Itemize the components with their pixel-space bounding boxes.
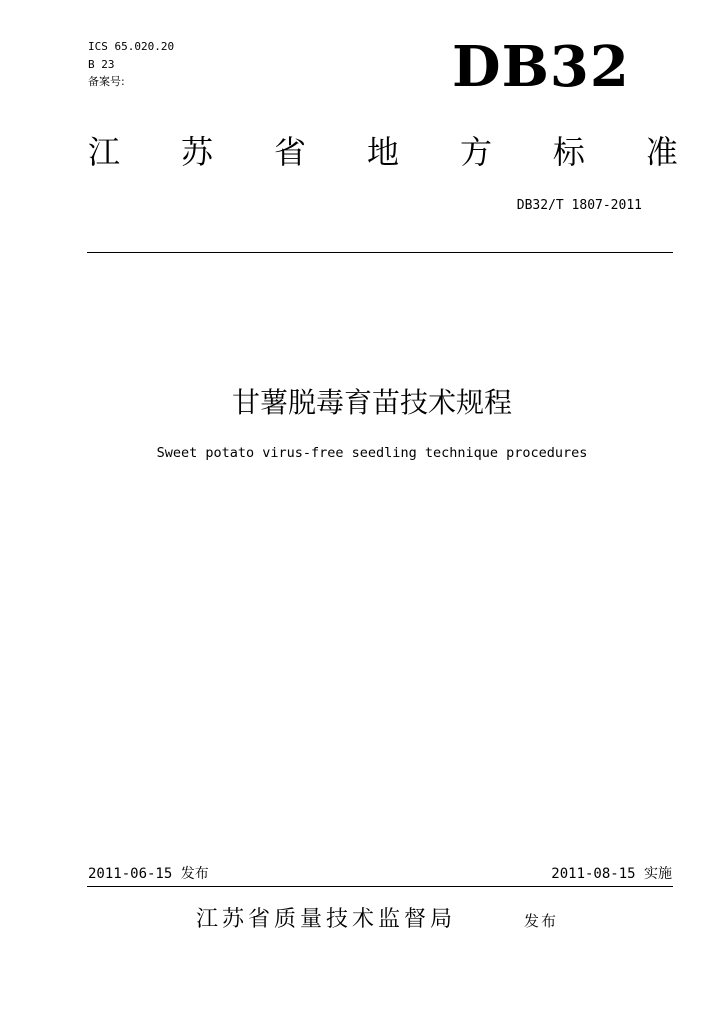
standard-type-char: 苏 [180, 133, 213, 171]
db32-logo: DB32 [452, 34, 630, 100]
standard-type-char: 准 [645, 133, 678, 171]
standard-type-char: 方 [459, 133, 492, 171]
filing-number-label: 备案号: [88, 75, 125, 88]
standard-type-title [88, 132, 678, 172]
ics-code: ICS 65.020.20 [88, 40, 175, 53]
implement-date: 2011-08-15 实施 [551, 866, 672, 882]
standard-type-char: 江 [88, 133, 121, 171]
standard-type-char: 地 [366, 133, 399, 171]
publish-date: 2011-06-15 发布 [88, 866, 209, 882]
document-title-english: Sweet potato virus-free seedling technique procedures [156, 445, 588, 461]
issuing-authority: 江苏省质量技术监督局 [196, 907, 457, 932]
standard-number: DB32/T 1807-2011 [516, 198, 642, 213]
top-divider [87, 252, 673, 253]
issuing-authority-suffix: 发布 [524, 912, 559, 930]
standard-type-char: 标 [552, 133, 585, 171]
ccs-code: B 23 [88, 58, 115, 71]
bottom-divider [87, 886, 673, 887]
document-title-chinese: 甘薯脱毒育苗技术规程 [231, 386, 512, 419]
standard-type-char: 省 [273, 133, 306, 171]
